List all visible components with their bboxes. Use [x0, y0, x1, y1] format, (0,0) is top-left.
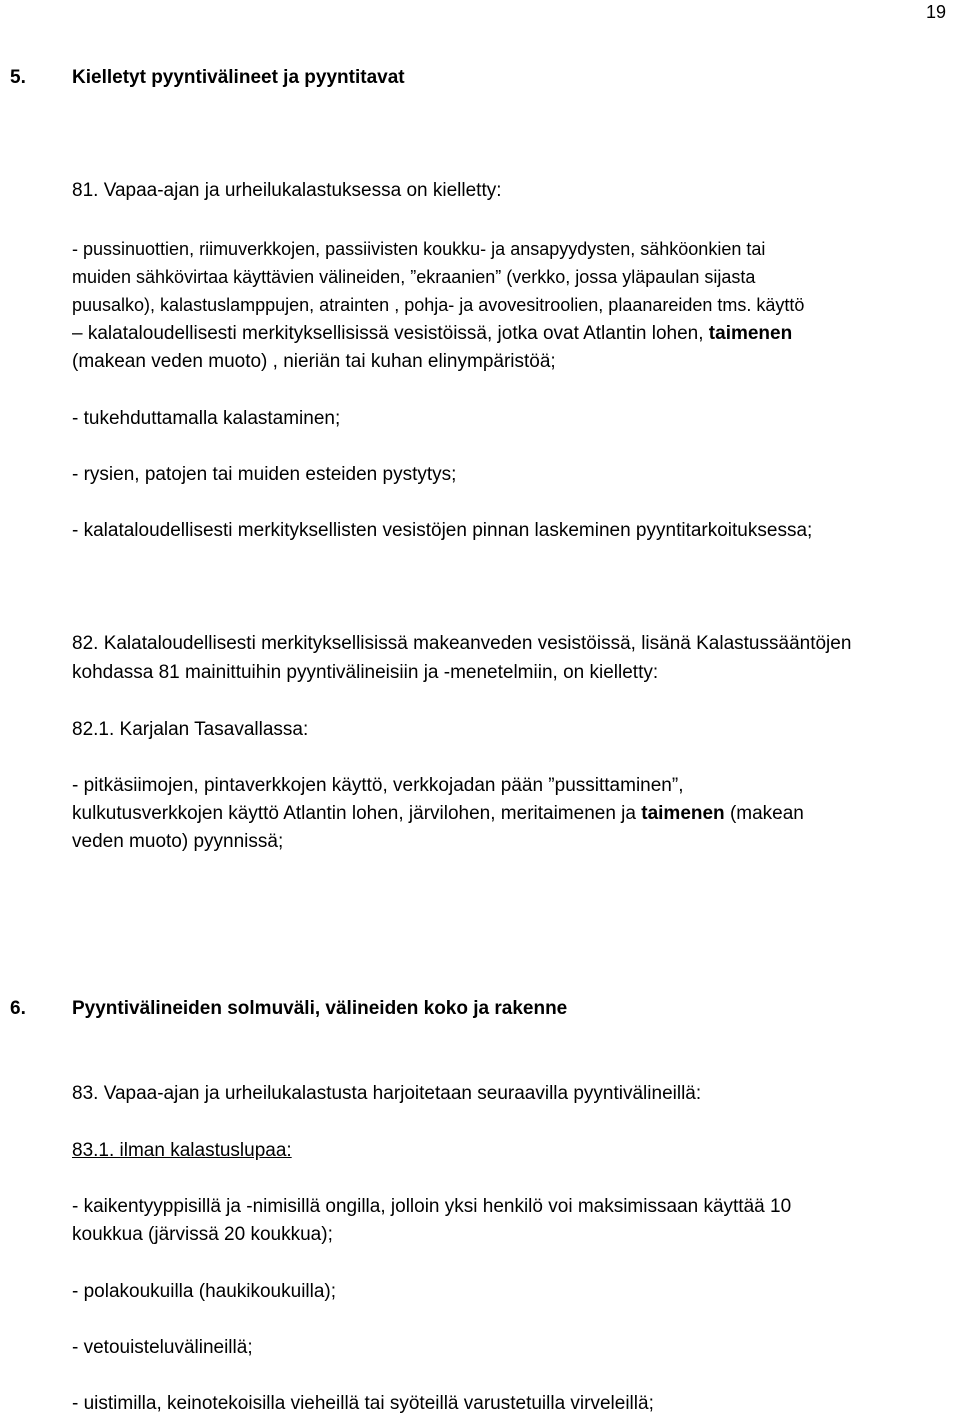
section-6-title: Pyyntivälineiden solmuväli, välineiden koko ja rakenne — [72, 998, 568, 1019]
para-82-item-line2-pre: kulkutusverkkojen käyttö Atlantin lohen, järvilohen, meritaimenen ja — [72, 803, 642, 824]
para-82-line2: kohdassa 81 mainittuihin pyyntivälineisiin ja -menetelmiin, on kielletty: — [72, 662, 659, 683]
para-82-item-line2 — [72, 802, 804, 826]
para-83-item1-line1: - kaikentyyppisillä ja -nimisillä ongilla, jolloin yksi henkilö voi maksimissaan käyttää 10 — [72, 1196, 792, 1217]
section-6-number: 6. — [10, 998, 26, 1019]
para-82-item-line1: - pitkäsiimojen, pintaverkkojen käyttö, verkkojadan pään ”pussittaminen”, — [72, 775, 684, 796]
para-83-intro: 83. Vapaa-ajan ja urheilukalastusta harjoitetaan seuraavilla pyyntivälineillä: — [72, 1083, 702, 1104]
para-81-item4: - kalataloudellisesti merkityksellisten vesistöjen pinnan laskeminen pyyntitarkoituksessa; — [72, 520, 813, 541]
para-81-intro: 81. Vapaa-ajan ja urheilukalastuksessa on kielletty: — [72, 180, 502, 201]
para-81-item1-line5: (makean veden muoto) , nieriän tai kuhan elinympäristöä; — [72, 351, 556, 372]
para-83-item2: - polakoukuilla (haukikoukuilla); — [72, 1281, 337, 1302]
para-81-item1-line1: - pussinuottien, riimuverkkojen, passiivisten koukku- ja ansapyydysten, sähköonkien tai — [72, 239, 766, 259]
para-81-item1-line3: puusalko), kalastuslamppujen, atrainten , pohja- ja avovesitroolien, plaanareiden tms. käyttö — [72, 295, 805, 315]
para-82-item-line2-bold: taimenen — [641, 803, 725, 824]
section-5-title: Kielletyt pyyntivälineet ja pyyntitavat — [72, 67, 405, 88]
para-83-item3: - vetouisteluvälineillä; — [72, 1337, 253, 1358]
page-number: 19 — [925, 2, 946, 22]
para-81-item1-line4 — [72, 322, 792, 346]
para-83-item1-line2: koukkua (järvissä 20 koukkua); — [72, 1224, 333, 1245]
para-82-sub: 82.1. Karjalan Tasavallassa: — [72, 719, 309, 740]
para-83-item4: - uistimilla, keinotekoisilla vieheillä tai syöteillä varustetuilla virveleillä; — [72, 1393, 654, 1414]
para-81-item3: - rysien, patojen tai muiden esteiden pystytys; — [72, 464, 457, 485]
para-82-line1: 82. Kalataloudellisesti merkityksellisissä makeanveden vesistöissä, lisänä Kalastussääntöjen — [72, 633, 852, 654]
para-81-item1-line2: muiden sähkövirtaa käyttävien välineiden, ”ekraanien” (verkko, jossa yläpaulan sijasta — [72, 267, 756, 287]
para-81-item1-line4-bold: taimenen — [708, 323, 793, 344]
para-81-item1-line4-text: – kalataloudellisesti merkityksellisissä vesistöissä, jotka ovat Atlantin lohen, — [72, 323, 709, 344]
section-5-number: 5. — [10, 67, 26, 88]
para-82-item-line3: veden muoto) pyynnissä; — [72, 831, 284, 852]
para-81-item2: - tukehduttamalla kalastaminen; — [72, 408, 341, 429]
para-83-sub: 83.1. ilman kalastuslupaa: — [72, 1140, 292, 1161]
para-82-item-line2-post: (makean — [724, 803, 804, 824]
